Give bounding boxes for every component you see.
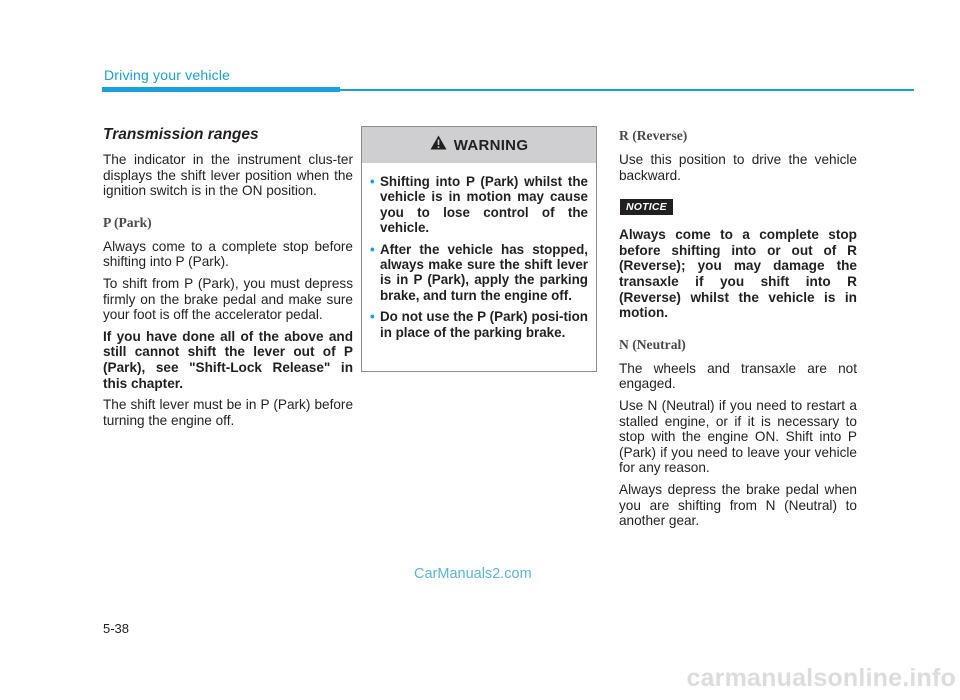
park-title: P (Park) [103,214,152,230]
warning-list [362,163,596,340]
warning-item [370,309,588,340]
neutral-paragraph-3: Always depress the brake pedal when you are shifting from N (Neutral) to another gear. [619,481,857,529]
bullet-icon: • [370,241,375,257]
reverse-title: R (Reverse) [619,128,688,143]
left-column [103,126,353,434]
warning-item [370,174,588,236]
warning-box [361,126,597,372]
warning-item-text: After the vehicle has stopped, always make sure the shift lever is in P (Park), apply the parking brake, and turn the engine off. [380,241,588,303]
site-watermark: carmanualsonline.info [686,664,956,692]
park-paragraph-2: To shift from P (Park), you must depress firmly on the brake pedal and make sure your foot is off the accelerator pedal. [103,275,353,323]
neutral-paragraph-2: Use N (Neutral) if you need to restart a stalled engine, or if it is necessary to stop with the engine ON. Shift into P (Park) if you need to leave your vehicle for any reason. [619,397,857,476]
neutral-paragraph-1: The wheels and transaxle are not engaged. [619,360,857,392]
right-column [619,128,857,535]
warning-item [370,241,588,304]
header-title: Driving your vehicle [104,67,231,83]
warning-label: WARNING [453,136,529,154]
reverse-paragraph-1: Use this position to drive the vehicle backward. [619,152,857,183]
header-rule-thin [340,89,914,91]
warning-item-text: Do not use the P (Park) posi-tion in place of the parking brake. [380,309,588,340]
park-paragraph-3: If you have done all of the above and still cannot shift the lever out of P (Park), see "Shift-Lock Release" in this chapter. [103,328,353,391]
park-paragraph-1: Always come to a complete stop before shifting into P (Park). [103,238,353,270]
carmanuals-watermark-link[interactable]: CarManuals2.com [414,566,532,582]
warning-header [362,127,596,163]
page-number: 5-38 [103,621,130,636]
intro-paragraph: The indicator in the instrument clus-ter displays the shift lever position when the ignition switch is in the ON position. [103,152,353,199]
notice-badge: NOTICE [620,199,673,215]
bullet-icon: • [370,309,375,325]
header-rule-thick [102,87,340,92]
park-paragraph-4: The shift lever must be in P (Park) before turning the engine off. [103,397,353,428]
neutral-title: N (Neutral) [619,336,686,352]
section-title: Transmission ranges [103,126,259,143]
warning-item-text: Shifting into P (Park) whilst the vehicle is in motion may cause you to lose control of the vehicle. [380,174,588,236]
notice-text: Always come to a complete stop before shifting into or out of R (Reverse); you may damage the transaxle if you shift into R (Reverse) whilst the vehicle is in motion. [619,227,857,321]
bullet-icon: • [370,174,375,189]
warning-triangle-icon [430,135,447,155]
